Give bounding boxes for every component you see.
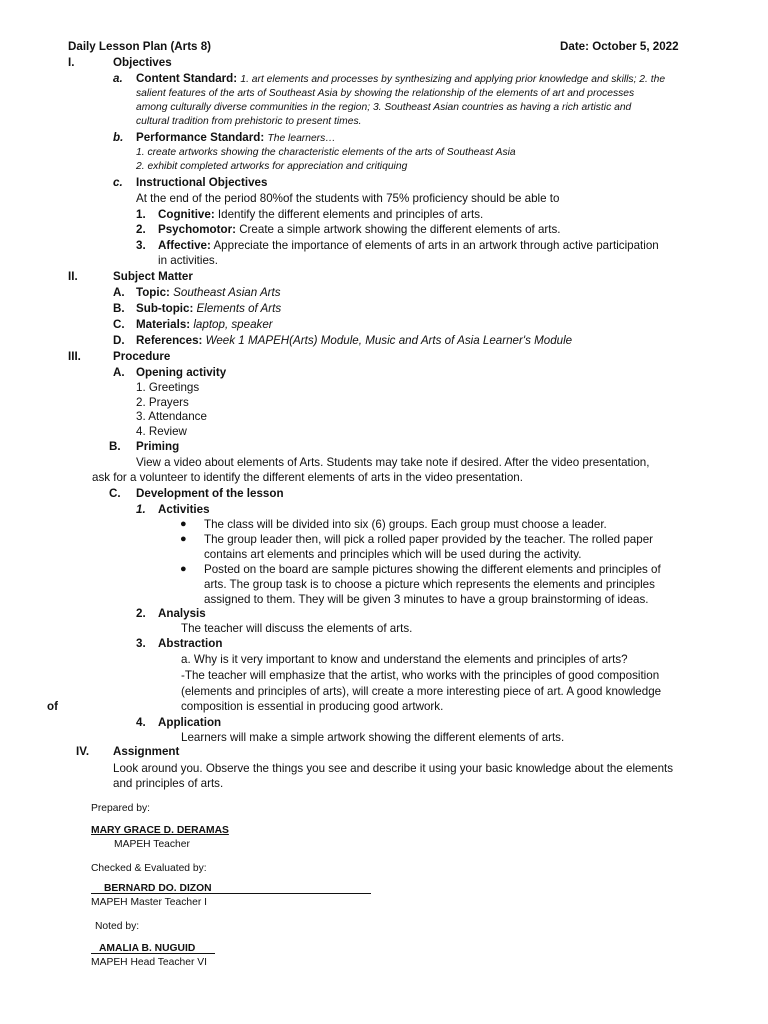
subject-value: Elements of Arts bbox=[196, 302, 282, 315]
activity-bullet-text: arts. The group task is to choose a picture which represents the elements and principles bbox=[204, 578, 655, 591]
section-heading-assignment: Assignment bbox=[113, 745, 180, 758]
objective-label: Cognitive: bbox=[158, 208, 215, 221]
priming-line-2: ask for a volunteer to identify the different elements of arts in the video presentation. bbox=[92, 471, 523, 484]
objective-affective bbox=[158, 239, 659, 253]
objective-text: Create a simple artwork showing the different elements of arts. bbox=[239, 223, 561, 236]
objective-label: Psychomotor: bbox=[158, 223, 236, 236]
section-number: I. bbox=[68, 56, 75, 69]
step-number: 3. bbox=[136, 637, 146, 650]
performance-standard-item: 2. exhibit completed artworks for appreciation and critiquing bbox=[136, 161, 408, 172]
activity-bullet-text: contains art elements and principles which will be used during the activity. bbox=[204, 548, 582, 561]
activity-bullet-text: Posted on the board are sample pictures showing the different elements and principles of bbox=[204, 563, 661, 576]
content-standard-label: Content Standard: bbox=[136, 72, 238, 85]
content-standard-line-4: cultural tradition from prehistoric to present times. bbox=[136, 116, 362, 127]
bullet-icon: ● bbox=[180, 533, 187, 545]
noted-by-title: MAPEH Head Teacher VI bbox=[91, 957, 207, 968]
signature-line bbox=[91, 893, 371, 894]
item-letter: A. bbox=[113, 286, 125, 299]
content-standard-line-3: among culturally diverse communities in the region; 3. Southeast Asian countries as having a rich artistic and bbox=[136, 102, 632, 113]
step-number: 2. bbox=[136, 607, 146, 620]
subject-subtopic bbox=[136, 302, 281, 316]
subject-label: Topic: bbox=[136, 286, 170, 299]
item-letter: b. bbox=[113, 131, 124, 144]
step-number: 1. bbox=[136, 503, 146, 516]
item-letter: a. bbox=[113, 72, 123, 85]
abstraction-wrap-word: of bbox=[47, 700, 58, 713]
objective-number: 3. bbox=[136, 239, 146, 252]
opening-item: 3. Attendance bbox=[136, 410, 207, 423]
abstraction-label: Abstraction bbox=[158, 637, 223, 650]
item-letter: c. bbox=[113, 176, 123, 189]
subject-references bbox=[136, 334, 572, 348]
abstraction-question: a. Why is it very important to know and understand the elements and principles of arts? bbox=[181, 653, 628, 666]
bullet-icon: ● bbox=[180, 518, 187, 530]
activity-bullet-text: The class will be divided into six (6) groups. Each group must choose a leader. bbox=[204, 518, 607, 531]
item-letter: D. bbox=[113, 334, 125, 347]
prepared-by-label: Prepared by: bbox=[91, 803, 150, 814]
instructional-objectives-intro: At the end of the period 80%of the students with 75% proficiency should be able to bbox=[136, 192, 560, 205]
objective-number: 1. bbox=[136, 208, 146, 221]
subject-materials bbox=[136, 318, 273, 332]
noted-by-label: Noted by: bbox=[95, 921, 140, 932]
checked-by-label: Checked & Evaluated by: bbox=[91, 863, 207, 874]
priming-label: Priming bbox=[136, 440, 180, 453]
noted-by-name: AMALIA B. NUGUID bbox=[99, 943, 196, 954]
abstraction-line: -The teacher will emphasize that the artist, who works with the principles of good composition bbox=[181, 669, 660, 682]
bullet-icon: ● bbox=[180, 563, 187, 575]
abstraction-line: (elements and principles of arts), will create a more interesting piece of art. A good knowledge bbox=[181, 685, 662, 698]
content-standard-text: 1. art elements and processes by synthesizing and applying prior knowledge and skills; 2. the bbox=[240, 74, 666, 85]
item-letter: B. bbox=[109, 440, 121, 453]
subject-value: laptop, speaker bbox=[193, 318, 273, 331]
prepared-by-name: MARY GRACE D. DERAMAS bbox=[91, 825, 229, 836]
section-number: III. bbox=[68, 350, 81, 363]
instructional-objectives-label: Instructional Objectives bbox=[136, 176, 268, 189]
item-letter: B. bbox=[113, 302, 125, 315]
objective-text: Identify the different elements and principles of arts. bbox=[217, 208, 484, 221]
section-number: IV. bbox=[76, 745, 90, 758]
activity-bullet-text: assigned to them. They will be given 3 minutes to have a group brainstorming of ideas. bbox=[204, 593, 649, 606]
assignment-line-1: Look around you. Observe the things you see and describe it using your basic knowledge about the elements bbox=[113, 762, 674, 775]
checked-by-name: BERNARD DO. DIZON bbox=[104, 883, 212, 894]
prepared-by-title: MAPEH Teacher bbox=[114, 839, 190, 850]
section-heading-subject-matter: Subject Matter bbox=[113, 270, 193, 283]
analysis-text: The teacher will discuss the elements of arts. bbox=[181, 622, 413, 635]
objective-label: Affective: bbox=[158, 239, 211, 252]
objective-text: Appreciate the importance of elements of arts in an artwork through active participation bbox=[213, 239, 659, 252]
subject-label: Sub-topic: bbox=[136, 302, 194, 315]
opening-activity-label: Opening activity bbox=[136, 366, 227, 379]
lesson-date: Date: October 5, 2022 bbox=[560, 40, 679, 53]
abstraction-line: composition is essential in producing good artwork. bbox=[181, 700, 444, 713]
checked-by-title: MAPEH Master Teacher I bbox=[91, 897, 207, 908]
content-standard-line-1 bbox=[136, 72, 665, 86]
content-standard-line-2: salient features of the arts of Southeast Asia by showing the relationship of the elements of art and processes bbox=[136, 88, 635, 99]
activities-label: Activities bbox=[158, 503, 210, 516]
step-number: 4. bbox=[136, 716, 146, 729]
objective-affective-continued: in activities. bbox=[158, 254, 218, 267]
document-title: Daily Lesson Plan (Arts 8) bbox=[68, 40, 212, 53]
application-text: Learners will make a simple artwork showing the different elements of arts. bbox=[181, 731, 565, 744]
item-letter: C. bbox=[109, 487, 121, 500]
section-heading-objectives: Objectives bbox=[113, 56, 172, 69]
application-label: Application bbox=[158, 716, 222, 729]
development-label: Development of the lesson bbox=[136, 487, 284, 500]
opening-item: 1. Greetings bbox=[136, 381, 200, 394]
analysis-label: Analysis bbox=[158, 607, 206, 620]
performance-standard-intro: The learners… bbox=[267, 133, 336, 144]
section-number: II. bbox=[68, 270, 78, 283]
performance-standard-item: 1. create artworks showing the characteristic elements of the arts of Southeast Asia bbox=[136, 147, 516, 158]
priming-line-1: View a video about elements of Arts. Students may take note if desired. After the video presentation, bbox=[136, 456, 650, 469]
objective-number: 2. bbox=[136, 223, 146, 236]
section-heading-procedure: Procedure bbox=[113, 350, 171, 363]
performance-standard-label: Performance Standard: bbox=[136, 131, 265, 144]
activity-bullet-text: The group leader then, will pick a rolled paper provided by the teacher. The rolled paper bbox=[204, 533, 653, 546]
subject-label: References: bbox=[136, 334, 203, 347]
subject-topic bbox=[136, 286, 281, 300]
objective-cognitive bbox=[158, 208, 483, 222]
subject-label: Materials: bbox=[136, 318, 191, 331]
opening-item: 4. Review bbox=[136, 425, 187, 438]
item-letter: C. bbox=[113, 318, 125, 331]
subject-value: Week 1 MAPEH(Arts) Module, Music and Arts of Asia Learner's Module bbox=[205, 334, 573, 347]
assignment-line-2: and principles of arts. bbox=[113, 777, 224, 790]
item-letter: A. bbox=[113, 366, 125, 379]
performance-standard-line bbox=[136, 131, 336, 145]
subject-value: Southeast Asian Arts bbox=[173, 286, 281, 299]
signature-line bbox=[91, 953, 215, 954]
objective-psychomotor bbox=[158, 223, 561, 237]
opening-item: 2. Prayers bbox=[136, 396, 189, 409]
